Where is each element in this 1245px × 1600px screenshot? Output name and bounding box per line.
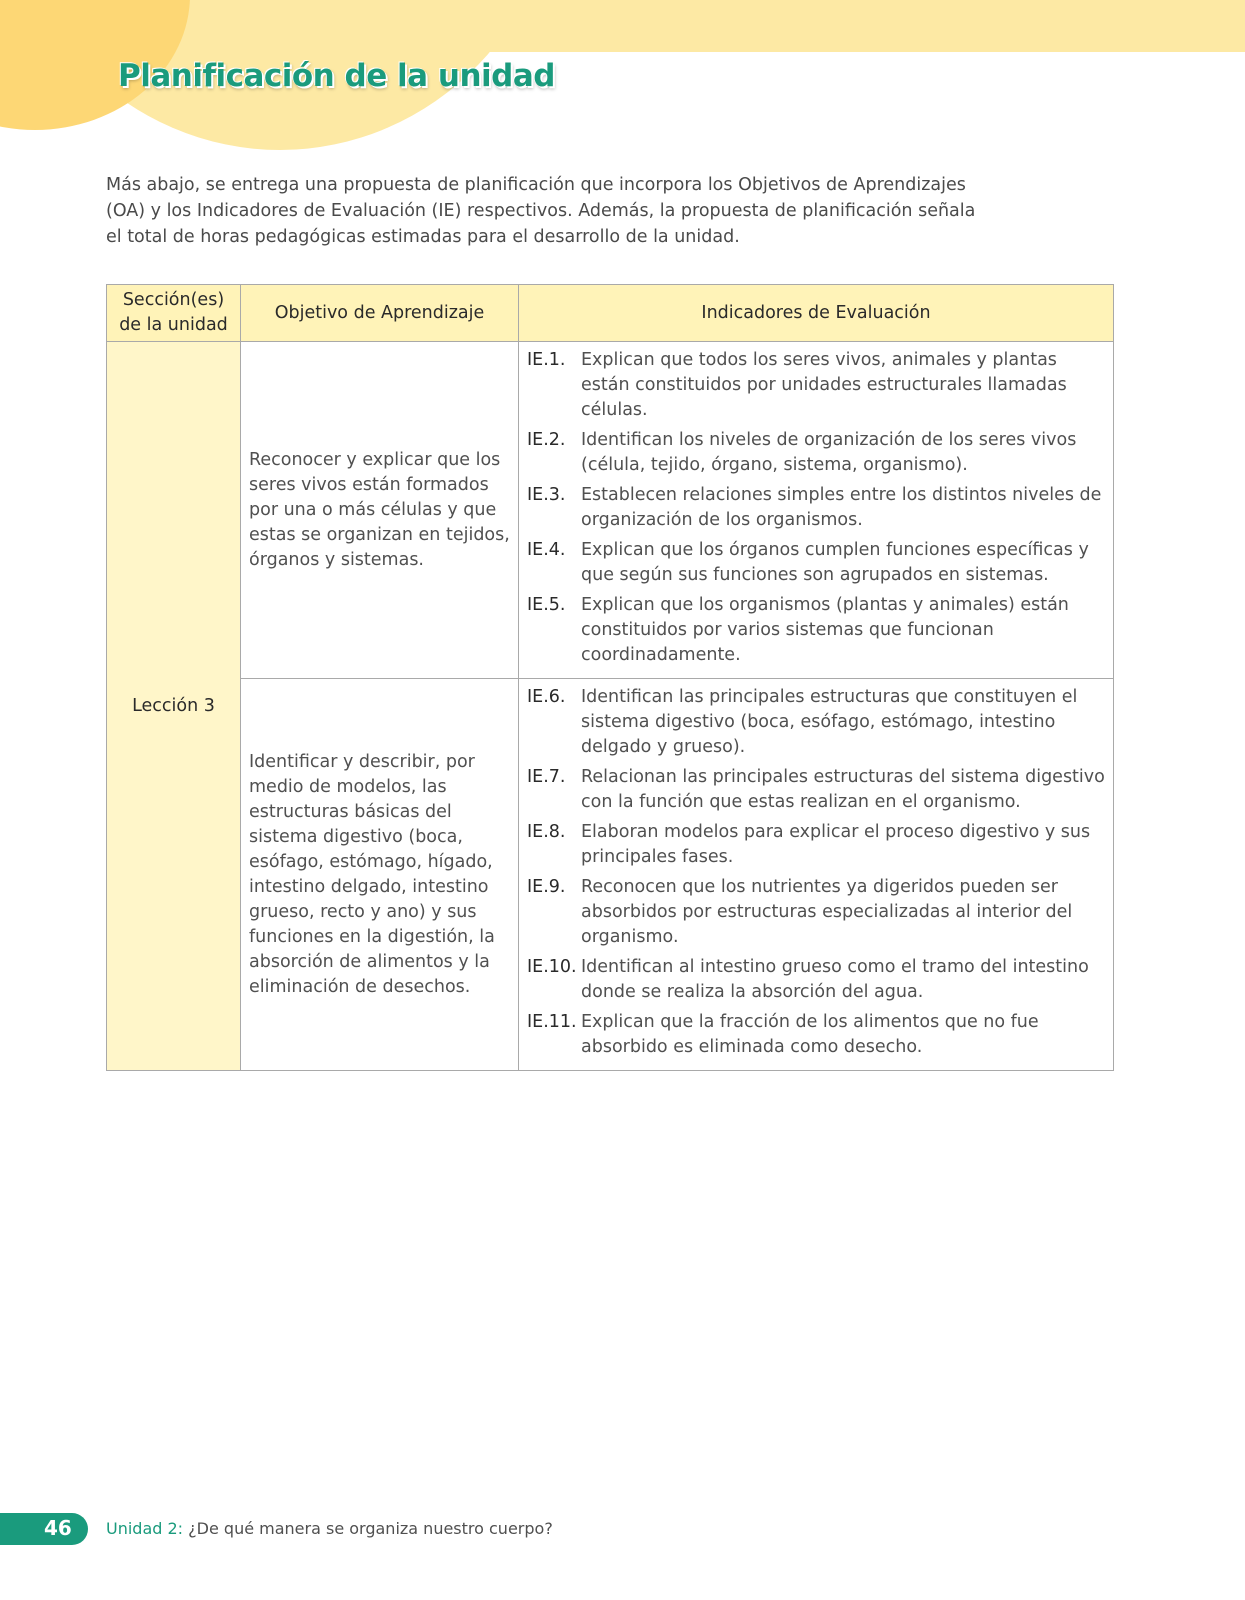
indicator-item [527,1010,1105,1060]
indicators-cell [519,342,1114,679]
indicator-item [527,765,1105,815]
indicator-item [527,820,1105,870]
indicator-text: Relacionan las principales estructuras del sistema digestivo con la función que estas realizan en el organismo. [581,767,1105,812]
indicator-code: IE.8. [527,822,566,842]
section-cell: Lección 3 [107,342,241,1071]
table-row [107,342,1114,679]
indicators-cell [519,679,1114,1071]
indicator-item [527,348,1105,423]
planning-table [106,284,1114,1071]
indicator-item [527,593,1105,668]
indicator-item [527,538,1105,588]
objective-cell: Reconocer y explicar que los seres vivos están formados por una o más células y que estas se organizan en tejidos, órganos y sistemas. [241,342,519,679]
indicator-item [527,875,1105,950]
page-number: 46 [44,1516,72,1540]
indicator-code: IE.9. [527,877,566,897]
indicator-code: IE.2. [527,430,566,450]
indicator-code: IE.4. [527,540,566,560]
indicator-text: Identifican los niveles de organización de los seres vivos (célula, tejido, órgano, sistema, organismo). [581,430,1077,475]
indicator-item [527,428,1105,478]
header-objective: Objetivo de Aprendizaje [241,285,519,342]
table-header-row [107,285,1114,342]
footer-unit-label: Unidad 2: [106,1519,184,1538]
indicator-text: Identifican al intestino grueso como el tramo del intestino donde se realiza la absorción del agua. [581,957,1089,1002]
indicator-code: IE.3. [527,485,566,505]
objective-cell: Identificar y describir, por medio de modelos, las estructuras básicas del sistema digestivo (boca, esófago, estómago, hígado, intestino delgado, intestino grueso, recto y ano) y sus funciones en la digestión, la absorción de alimentos y la eliminación de desechos. [241,679,519,1071]
indicator-text: Explican que todos los seres vivos, animales y plantas están constituidos por unidades estructurales llamadas células. [581,350,1067,420]
indicator-item [527,955,1105,1005]
indicator-code: IE.7. [527,767,566,787]
indicator-code: IE.5. [527,595,566,615]
indicator-text: Identifican las principales estructuras que constituyen el sistema digestivo (boca, esófago, estómago, intestino delgado y grueso). [581,687,1078,757]
indicator-item [527,685,1105,760]
indicator-code: IE.1. [527,350,566,370]
footer-unit-question: ¿De qué manera se organiza nuestro cuerpo? [188,1519,553,1538]
header-section-line2: de la unidad [119,315,228,335]
indicator-text: Reconocen que los nutrientes ya digeridos pueden ser absorbidos por estructuras especializadas al interior del organismo. [581,877,1073,947]
indicator-text: Establecen relaciones simples entre los distintos niveles de organización de los organismos. [581,485,1102,530]
page-title: Planificación de la unidad [118,58,555,94]
indicator-code: IE.6. [527,687,566,707]
header-section-line1: Sección(es) [122,290,225,310]
indicator-code: IE.10. [527,957,577,977]
intro-paragraph: Más abajo, se entrega una propuesta de planificación que incorpora los Objetivos de Aprendizajes (OA) y los Indicadores de Evaluación (IE) respectivos. Además, la propuesta de planificación señala el total de horas pedagógicas estimadas para el desarrollo de la unidad. [106,175,976,247]
indicator-text: Elaboran modelos para explicar el proceso digestivo y sus principales fases. [581,822,1091,867]
header-section [107,285,241,342]
table-row [107,679,1114,1071]
indicator-text: Explican que los organismos (plantas y animales) están constituidos por varios sistemas que funcionan coordinadamente. [581,595,1069,665]
indicator-text: Explican que la fracción de los alimentos que no fue absorbido es eliminada como desecho. [581,1012,1039,1057]
footer-unit-title [106,1519,553,1538]
indicator-text: Explican que los órganos cumplen funciones específicas y que según sus funciones son agrupados en sistemas. [581,540,1089,585]
header-indicators: Indicadores de Evaluación [519,285,1114,342]
indicator-item [527,483,1105,533]
indicator-code: IE.11. [527,1012,577,1032]
